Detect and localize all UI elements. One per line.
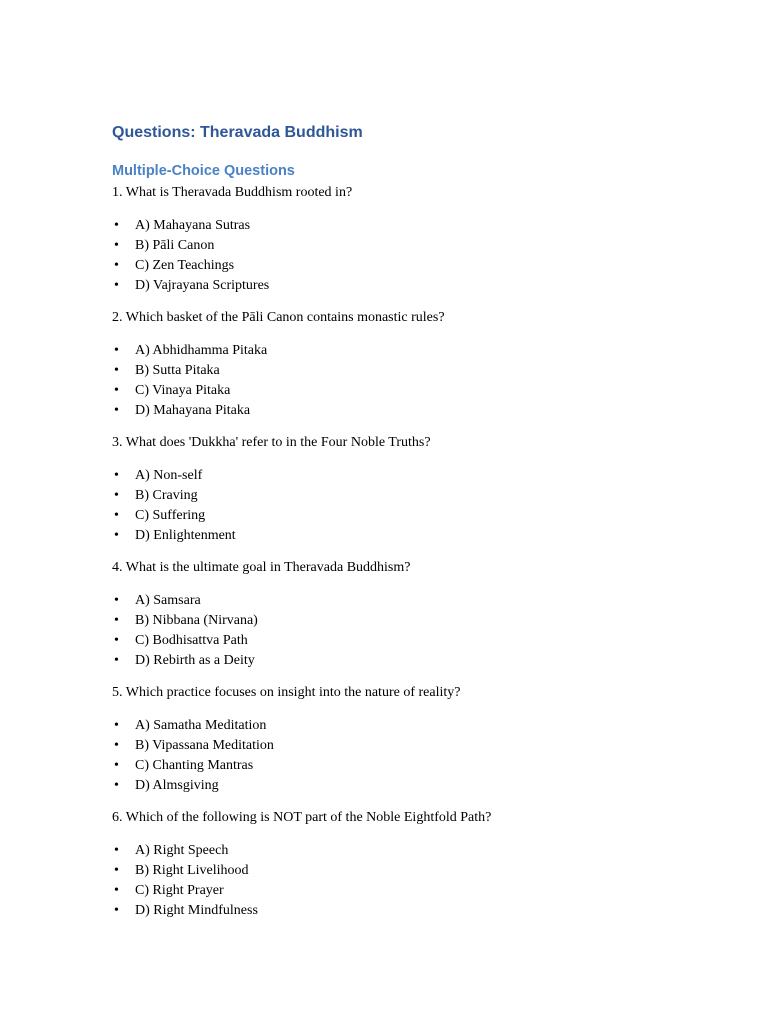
option-text: B) Vipassana Meditation	[135, 738, 274, 753]
bullet-icon: •	[114, 278, 119, 293]
option-text: D) Right Mindfulness	[135, 903, 258, 918]
option-text: A) Samsara	[135, 593, 201, 608]
bullet-icon: •	[114, 258, 119, 273]
option-text: C) Suffering	[135, 508, 206, 523]
question-text: 6. Which of the following is NOT part of the Noble Eightfold Path?	[112, 810, 492, 825]
question-text: 4. What is the ultimate goal in Theravada Buddhism?	[112, 560, 411, 575]
option-text: C) Zen Teachings	[135, 258, 235, 273]
option-text: A) Right Speech	[135, 843, 229, 858]
option-text: C) Vinaya Pitaka	[135, 383, 231, 398]
option-text: D) Almsgiving	[135, 778, 219, 793]
option-text: C) Bodhisattva Path	[135, 633, 248, 648]
option-text: B) Craving	[135, 488, 198, 503]
bullet-icon: •	[114, 883, 119, 898]
bullet-icon: •	[114, 343, 119, 358]
option-text: A) Samatha Meditation	[135, 718, 267, 733]
option-text: C) Right Prayer	[135, 883, 224, 898]
option-text: B) Nibbana (Nirvana)	[135, 613, 258, 628]
section-heading: Multiple-Choice Questions	[112, 163, 295, 179]
bullet-icon: •	[114, 653, 119, 668]
bullet-icon: •	[114, 778, 119, 793]
bullet-icon: •	[114, 238, 119, 253]
option-text: B) Pāli Canon	[135, 238, 215, 253]
bullet-icon: •	[114, 718, 119, 733]
option-text: B) Right Livelihood	[135, 863, 249, 878]
option-text: D) Enlightenment	[135, 528, 236, 543]
option-text: D) Rebirth as a Deity	[135, 653, 255, 668]
bullet-icon: •	[114, 488, 119, 503]
bullet-icon: •	[114, 633, 119, 648]
bullet-icon: •	[114, 843, 119, 858]
bullet-icon: •	[114, 383, 119, 398]
bullet-icon: •	[114, 613, 119, 628]
option-text: D) Vajrayana Scriptures	[135, 278, 270, 293]
bullet-icon: •	[114, 738, 119, 753]
bullet-icon: •	[114, 863, 119, 878]
bullet-icon: •	[114, 218, 119, 233]
question-text: 1. What is Theravada Buddhism rooted in?	[112, 185, 353, 200]
option-text: A) Mahayana Sutras	[135, 218, 251, 233]
option-text: D) Mahayana Pitaka	[135, 403, 251, 418]
option-text: A) Abhidhamma Pitaka	[135, 343, 268, 358]
question-text: 5. Which practice focuses on insight into the nature of reality?	[112, 685, 461, 700]
option-text: C) Chanting Mantras	[135, 758, 254, 773]
option-text: A) Non-self	[135, 468, 203, 483]
bullet-icon: •	[114, 508, 119, 523]
bullet-icon: •	[114, 468, 119, 483]
bullet-icon: •	[114, 758, 119, 773]
bullet-icon: •	[114, 528, 119, 543]
bullet-icon: •	[114, 593, 119, 608]
page-title: Questions: Theravada Buddhism	[112, 124, 363, 141]
bullet-icon: •	[114, 403, 119, 418]
question-text: 2. Which basket of the Pāli Canon contains monastic rules?	[112, 310, 445, 325]
option-text: B) Sutta Pitaka	[135, 363, 220, 378]
bullet-icon: •	[114, 363, 119, 378]
question-text: 3. What does 'Dukkha' refer to in the Four Noble Truths?	[112, 435, 431, 450]
bullet-icon: •	[114, 903, 119, 918]
